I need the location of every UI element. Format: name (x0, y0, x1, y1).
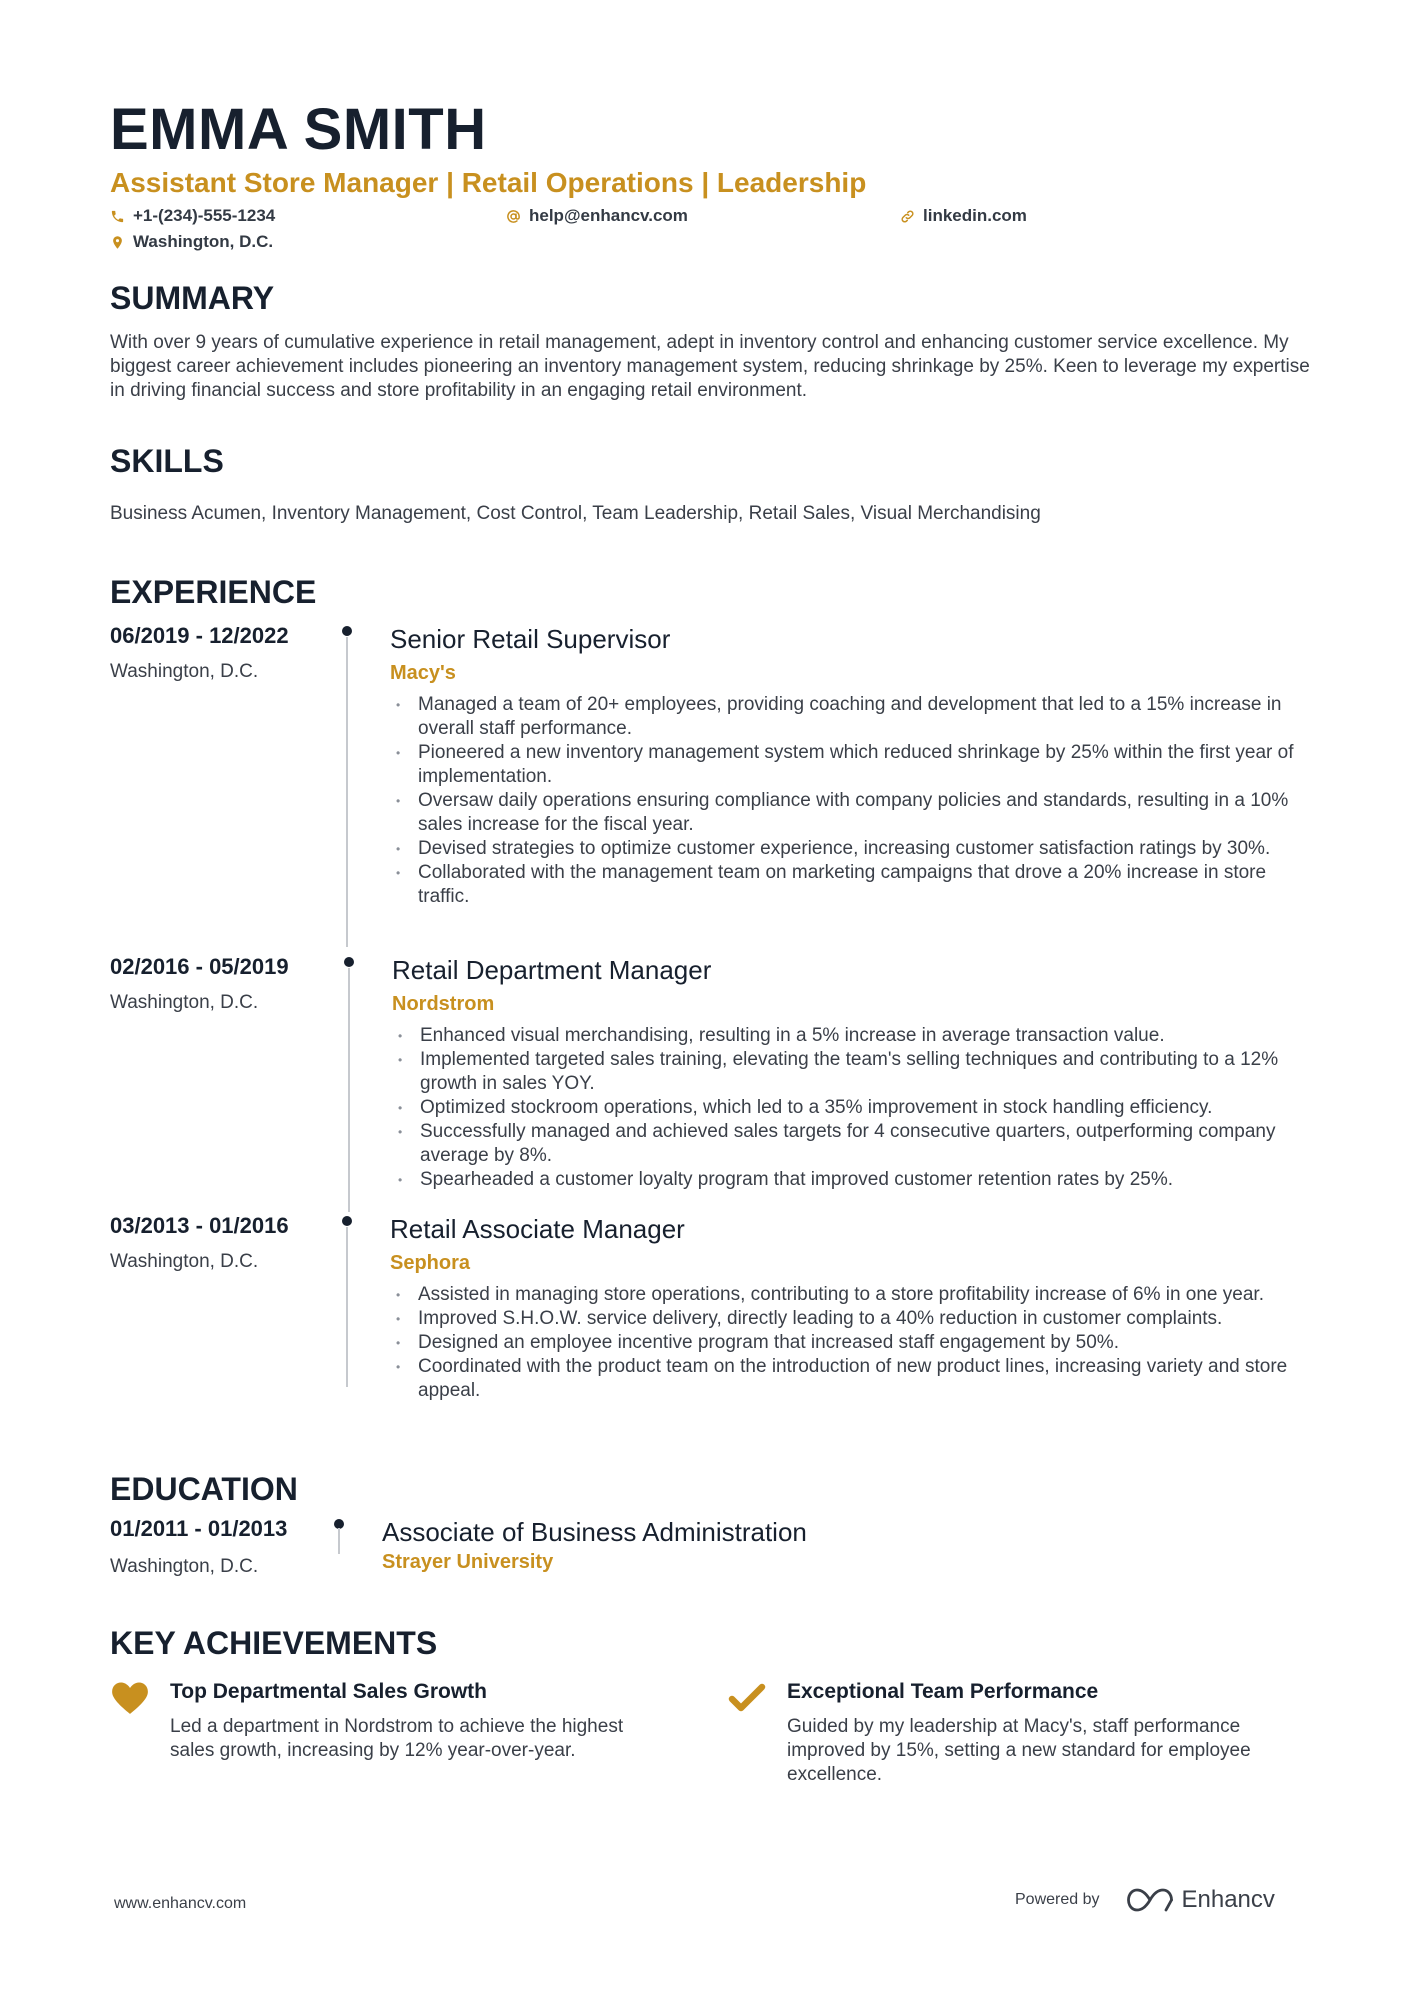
bullet-item: • Implemented targeted sales training, elevating the team's selling techniques and contributing to a 12% growth in sales YOY. (392, 1048, 1312, 1096)
achievements-heading: KEY ACHIEVEMENTS (110, 1625, 438, 1661)
contact-email[interactable] (506, 206, 688, 226)
summary-heading: SUMMARY (110, 280, 275, 316)
experience-dates: 02/2016 - 05/2019 (110, 954, 289, 979)
summary-text: With over 9 years of cumulative experience in retail management, adept in inventory control and enhancing customer service excellence. My biggest career achievement includes pioneering an inventory management system, reducing shrinkage by 25%. Keen to leverage my expertise in driving financial success and store profitability in an engaging retail environment. (110, 332, 1310, 401)
timeline-line (348, 968, 350, 1212)
heart-icon (110, 1681, 150, 1715)
bullet-item: • Collaborated with the management team on marketing campaigns that drove a 20% increase in store traffic. (390, 861, 1310, 909)
experience-bullets (392, 1024, 1312, 1192)
experience-role: Retail Department Manager (392, 955, 712, 985)
experience-location: Washington, D.C. (110, 661, 259, 682)
bullet-item: • Improved S.H.O.W. service delivery, directly leading to a 40% reduction in customer complaints. (390, 1307, 1310, 1331)
education-dates: 01/2011 - 01/2013 (110, 1516, 288, 1541)
bullet-item: • Coordinated with the product team on the introduction of new product lines, increasing variety and store appeal. (390, 1355, 1310, 1403)
bullet-item: • Managed a team of 20+ employees, providing coaching and development that led to a 15% increase in overall staff performance. (390, 693, 1310, 741)
checkmark-icon (727, 1681, 767, 1715)
timeline-dot (344, 957, 354, 967)
contact-linkedin[interactable] (900, 206, 1027, 226)
linkedin-url: linkedin.com (923, 206, 1027, 225)
experience-dates: 06/2019 - 12/2022 (110, 623, 289, 648)
experience-role: Retail Associate Manager (390, 1214, 685, 1244)
bullet-item: • Successfully managed and achieved sales targets for 4 consecutive quarters, outperforming company average by 8%. (392, 1120, 1312, 1168)
skills-text: Business Acumen, Inventory Management, Cost Control, Team Leadership, Retail Sales, Visual Merchandising (110, 503, 1041, 524)
powered-by-label: Powered by (1015, 1891, 1100, 1908)
at-icon (506, 209, 521, 224)
enhancv-logo-icon (1126, 1887, 1174, 1913)
achievement-desc: Guided by my leadership at Macy's, staff performance improved by 15%, setting a new standard for employee excellence. (787, 1716, 1251, 1785)
location-text: Washington, D.C. (133, 232, 274, 251)
timeline-line (346, 637, 348, 947)
achievement-title: Exceptional Team Performance (787, 1680, 1099, 1703)
resume-header (110, 98, 1310, 256)
email-address: help@enhancv.com (529, 206, 688, 225)
bullet-item: • Devised strategies to optimize customer experience, increasing customer satisfaction ratings by 30%. (390, 837, 1310, 861)
contact-phone (110, 206, 275, 226)
bullet-item: • Assisted in managing store operations, contributing to a store profitability increase of 6% in one year. (390, 1283, 1310, 1307)
experience-role: Senior Retail Supervisor (390, 624, 671, 654)
education-degree: Associate of Business Administration (382, 1517, 807, 1547)
timeline-line (346, 1227, 348, 1387)
experience-heading: EXPERIENCE (110, 574, 317, 610)
experience-location: Washington, D.C. (110, 1251, 259, 1272)
education-school: Strayer University (382, 1551, 554, 1573)
experience-dates: 03/2013 - 01/2016 (110, 1213, 289, 1238)
timeline-dot (342, 1216, 352, 1226)
contact-location (110, 232, 273, 252)
timeline-line (338, 1528, 340, 1554)
phone-icon (110, 209, 125, 224)
link-icon (900, 209, 915, 224)
experience-details (390, 623, 1310, 909)
bullet-item: • Optimized stockroom operations, which led to a 35% improvement in stock handling efficiency. (392, 1096, 1312, 1120)
bullet-item: • Designed an employee incentive program that increased staff engagement by 50%. (390, 1331, 1310, 1355)
skills-heading: SKILLS (110, 443, 224, 479)
achievement-desc: Led a department in Nordstrom to achieve the highest sales growth, increasing by 12% year-over-year. (170, 1716, 624, 1761)
experience-location: Washington, D.C. (110, 992, 259, 1013)
experience-bullets (390, 693, 1310, 909)
timeline-dot (342, 626, 352, 636)
bullet-item: • Spearheaded a customer loyalty program that improved customer retention rates by 25%. (392, 1168, 1312, 1192)
location-pin-icon (110, 235, 125, 250)
bullet-item: • Oversaw daily operations ensuring compliance with company policies and standards, resulting in a 10% sales increase for the fiscal year. (390, 789, 1310, 837)
experience-details (392, 954, 1312, 1192)
candidate-title: Assistant Store Manager | Retail Operations | Leadership (110, 167, 867, 198)
experience-details (390, 1213, 1310, 1403)
experience-company: Macy's (390, 662, 456, 684)
education-location: Washington, D.C. (110, 1556, 259, 1577)
footer-website[interactable]: www.enhancv.com (114, 1895, 247, 1912)
education-heading: EDUCATION (110, 1471, 298, 1507)
experience-company: Nordstrom (392, 993, 495, 1015)
phone-number: +1-(234)-555-1234 (133, 206, 276, 225)
candidate-name: EMMA SMITH (110, 97, 487, 162)
brand-logo[interactable] (1126, 1886, 1275, 1914)
footer-branding (1015, 1886, 1275, 1914)
experience-company: Sephora (390, 1252, 471, 1274)
contact-info (110, 204, 1310, 256)
education-details (382, 1516, 1302, 1574)
bullet-item: • Enhanced visual merchandising, resulting in a 5% increase in average transaction value. (392, 1024, 1312, 1048)
achievement-title: Top Departmental Sales Growth (170, 1680, 487, 1703)
experience-bullets (390, 1283, 1310, 1403)
brand-name: Enhancv (1181, 1886, 1275, 1913)
bullet-item: • Pioneered a new inventory management system which reduced shrinkage by 25% within the first year of implementation. (390, 741, 1310, 789)
